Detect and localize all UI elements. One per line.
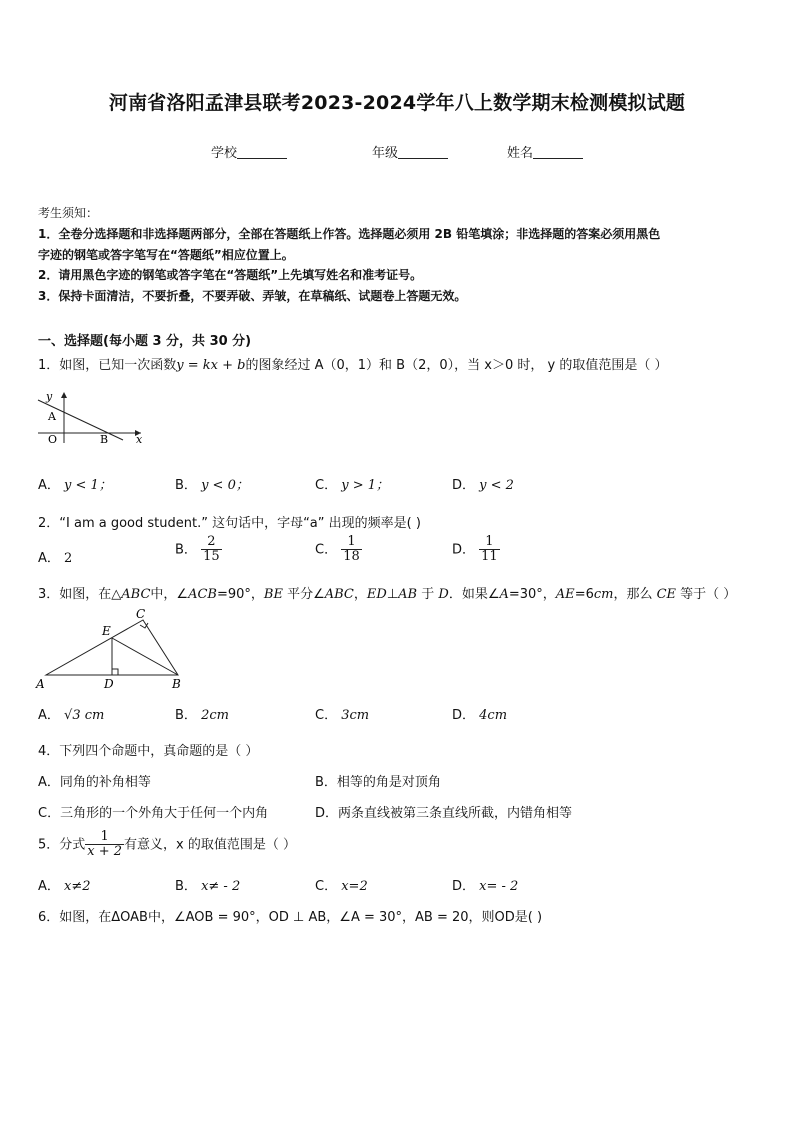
notice-item-3: 3．保持卡面清洁，不要折叠，不要弄破、弄皱，在草稿纸、试题卷上答题无效。 xyxy=(38,289,467,303)
question-5-stem xyxy=(38,830,296,860)
grade-blank xyxy=(398,145,448,159)
question-6-stem: 6．如图，在ΔOAB中，∠AOB = 90°，OD ⊥ AB，∠A = 30°，AB = 20，则OD是( ) xyxy=(38,910,543,925)
fraction: $\frac{1}{x + 2}$ xyxy=(87,829,123,860)
figure-label-y: y xyxy=(46,390,53,403)
question-2-option-b[interactable]: B． $\frac{2}{15}$ xyxy=(175,534,220,565)
question-3-option-b[interactable]: B． 2cm xyxy=(175,708,229,723)
question-5-suffix: 有意义，x 的取值范围是（ ） xyxy=(124,837,297,853)
segment-be xyxy=(112,638,178,675)
question-1-option-b[interactable]: B． y < 0； xyxy=(175,478,249,493)
figure-label-B: B xyxy=(172,677,181,691)
fraction: $\frac{2}{15}$ xyxy=(203,534,220,565)
notice-item-1-line-1: 1．全卷分选择题和非选择题两部分，全部在答题纸上作答。选择题必须用 2B 铅笔填涂；非选择题的答案必须用黑色 xyxy=(38,227,661,241)
question-2-stem: 2．“I am a good student.” 这句话中，字母“a” 出现的频率是( ) xyxy=(38,516,421,531)
question-1-formula: y = kx + b xyxy=(176,358,246,373)
grade-label: 年级 xyxy=(372,146,399,161)
figure-label-x: x xyxy=(136,433,143,446)
question-3-option-d[interactable]: D． 4cm xyxy=(452,708,508,723)
page-title: 河南省洛阳孟津县联考2023-2024学年八上数学期末检测模拟试题 xyxy=(108,92,686,114)
name-field xyxy=(507,142,583,161)
question-1-stem xyxy=(38,354,667,373)
question-1-option-d[interactable]: D． y < 2 xyxy=(452,478,514,493)
question-2-option-c[interactable]: C． $\frac{1}{18}$ xyxy=(315,534,360,565)
figure-label-B: B xyxy=(100,433,109,446)
question-1-figure xyxy=(28,388,158,448)
school-field xyxy=(211,142,287,161)
question-5-option-d[interactable]: D． x= - 2 xyxy=(452,879,519,894)
figure-label-D: D xyxy=(104,677,114,691)
grade-field xyxy=(372,142,448,161)
question-5-option-b[interactable]: B． x≠ - 2 xyxy=(175,879,241,894)
school-blank xyxy=(237,145,287,159)
notice-item-1-line-2: 字迹的钢笔或答字笔写在“答题纸”相应位置上。 xyxy=(38,248,294,262)
question-2-option-a[interactable]: A． 2 xyxy=(38,551,73,566)
question-4-stem: 4．下列四个命题中，真命题的是（ ） xyxy=(38,744,259,759)
question-4-option-c[interactable]: C．三角形的一个外角大于任何一个内角 xyxy=(38,806,269,821)
question-4-option-b[interactable]: B．相等的角是对顶角 xyxy=(315,775,441,790)
notice-item-2: 2．请用黑色字迹的钢笔或答字笔在“答题纸”上先填写姓名和准考证号。 xyxy=(38,268,423,282)
figure-label-C: C xyxy=(136,607,146,621)
figure-label-A: A xyxy=(36,677,45,691)
question-5-prefix: 5．分式 xyxy=(38,837,86,853)
figure-label-O: O xyxy=(48,433,58,446)
question-3-option-a[interactable]: A． √3 cm xyxy=(38,708,105,723)
question-4-option-a[interactable]: A．同角的补角相等 xyxy=(38,775,151,790)
fraction: $\frac{1}{18}$ xyxy=(343,534,360,565)
question-1-prefix: 1．如图，已知一次函数 xyxy=(38,358,177,373)
question-5-option-c[interactable]: C． x=2 xyxy=(315,879,368,894)
question-3-stem: 3．如图，在△ABC中，∠ACB=90°，BE 平分∠ABC，ED⊥AB 于 D．如果∠A=30°，AE=6cm，那么 CE 等于（ ） xyxy=(38,587,737,602)
question-3-option-c[interactable]: C． 3cm xyxy=(315,708,370,723)
section-heading-choice: 一、选择题(每小题 3 分，共 30 分) xyxy=(38,334,252,349)
fraction: $\frac{1}{11}$ xyxy=(481,534,498,565)
question-1-option-c[interactable]: C． y > 1； xyxy=(315,478,389,493)
question-1-suffix: 的图象经过 A（0，1）和 B（2，0），当 x＞0 时， y 的取值范围是（ ） xyxy=(245,358,668,373)
question-5-option-a[interactable]: A． x≠2 xyxy=(38,879,91,894)
question-4-option-d[interactable]: D．两条直线被第三条直线所截，内错角相等 xyxy=(315,806,573,821)
name-blank xyxy=(533,145,583,159)
notice-heading: 考生须知： xyxy=(38,206,99,220)
question-3-figure xyxy=(32,604,192,692)
name-label: 姓名 xyxy=(507,146,534,161)
question-1-option-a[interactable]: A． y < 1； xyxy=(38,478,112,493)
school-label: 学校 xyxy=(211,146,238,161)
question-2-option-d[interactable]: D． $\frac{1}{11}$ xyxy=(452,534,498,565)
figure-label-E: E xyxy=(102,624,111,638)
figure-label-A: A xyxy=(48,410,56,423)
